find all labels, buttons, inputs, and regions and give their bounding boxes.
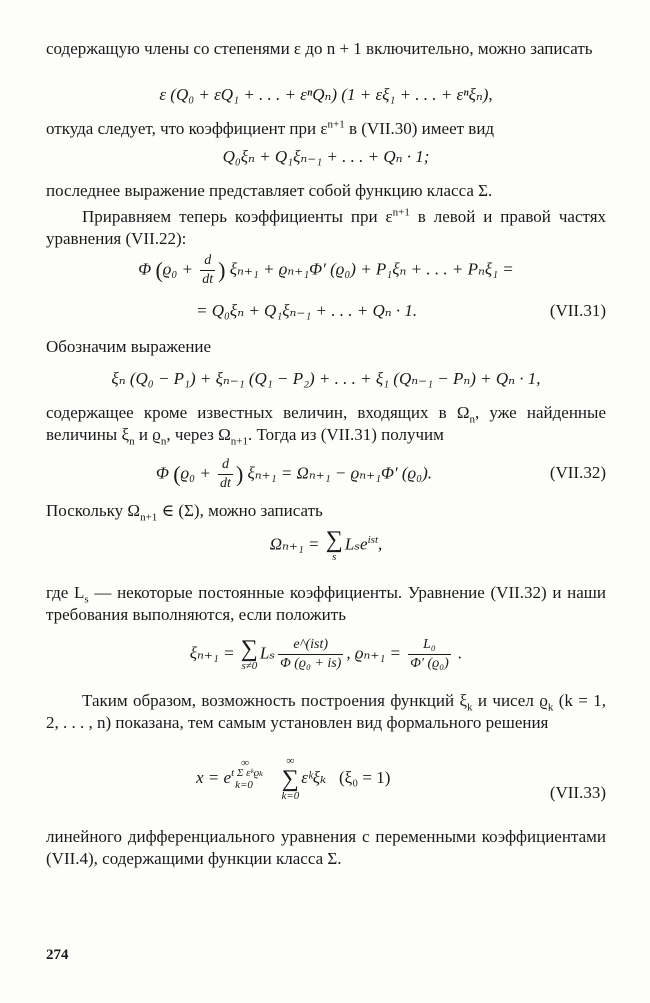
page-number: 274 xyxy=(46,947,69,963)
equation-vii32: Φ (ϱ₀ + $\frac{d}{dt}$ ) ξₙ₊₁ = Ωₙ₊₁ − ϱₙ₊₁Φ′ (ϱ₀). xyxy=(46,456,606,493)
fraction-d-dt-2: $\frac{d}{dt}$ xyxy=(220,457,231,492)
sum-symbol-2: ∑ s≠0 xyxy=(240,636,258,673)
equation-number-vii31: (VII.31) xyxy=(549,301,606,320)
paragraph-9: Таким образом, возможность построения функций $\xi_k$ и чисел $ϱ_k$ (k = 1, 2, . . . , n) показана, тем самым установлен вид формального решения xyxy=(46,691,606,733)
paragraph-1: содержащую члены со степенями ε до n + 1 включительно, можно записать xyxy=(46,39,593,58)
sum-symbol: ∑ s xyxy=(325,527,343,563)
paragraph-7: Поскольку $\Omega_{n+1}$ ∈ (Σ), можно записать xyxy=(46,501,323,524)
fraction-d-dt: $\frac{d}{dt}$ xyxy=(202,253,214,288)
equation-number-vii33: (VII.33) xyxy=(549,783,606,802)
paragraph-2: откуда следует, что коэффициент при $\varepsilon^{n+1}$ в (VII.30) имеет вид xyxy=(46,118,495,138)
equation-vii31-line1: Φ (ϱ₀ + $\frac{d}{dt}$ ) ξₙ₊₁ + ϱₙ₊₁Φ′ (ϱ₀) + P₁ξₙ + . . . + Pₙξ₁ = xyxy=(46,252,606,289)
fraction-L0: $\frac{\text{L₀}}{\text{Φ′ (ϱ₀)}}$ xyxy=(410,637,449,672)
paragraph-6: содержащее кроме известных величин, входящих в $\Omega_n$, уже найденные величины $\xi_n$ и $ϱ_n$, через $\Omega_{n+1}$. Тогда из (VII.31) получим xyxy=(46,403,606,448)
equation-vii31-line2: = Q₀ξₙ + Q₁ξₙ₋₁ + . . . + Qₙ · 1. xyxy=(196,301,418,320)
paragraph-4: Приравняем теперь коэффициенты при $\varepsilon^{n+1}$ в левой и правой частях уравнения (VII.22): xyxy=(46,206,607,249)
exponent-sum: ∞ t Σ εᵏϱₖ k=0 xyxy=(231,756,264,791)
equation-number-vii32: (VII.32) xyxy=(549,463,606,482)
equation-omega-sum: Ωₙ₊₁ = ∑ s Lₛe$^{ist}$, xyxy=(269,527,383,563)
paragraph-3: последнее выражение представляет собой функцию класса Σ. xyxy=(46,181,493,200)
equation-expression: ξₙ (Q₀ − P₁) + ξₙ₋₁ (Q₁ − P₂) + . . . + ξ₁ (Qₙ₋₁ − Pₙ) + Qₙ · 1, xyxy=(111,369,541,388)
fraction-exp: $\frac{\text{e\textasciicircum{}(ist)}}{\text{Φ (ϱ₀ + is)}}$ xyxy=(280,637,342,672)
sum-symbol-3: ∞ ∑ k=0 xyxy=(281,755,300,802)
paragraph-5: Обозначим выражение xyxy=(46,337,212,356)
paragraph-10: линейного дифференциального уравнения с переменными коэффициентами (VII.4), содержащими функции класса Σ. xyxy=(46,827,606,869)
equation-xi-rho: ξₙ₊₁ = ∑ s≠0 Lₛ $\frac{\text{e\textasciicircum{}(ist)}}{\text{Φ (ϱ₀ + is)}}$ , ϱₙ₊₁ = $\frac{\text{L₀}}{\text{Φ′ (ϱ₀)}}$ . xyxy=(189,636,463,673)
equation-vii33: x = e ∞ t Σ εᵏϱₖ k=0 ∞ ∑ k=0 εᵏξₖ (ξ₀ = 1) xyxy=(196,755,391,802)
equation-product: ε (Q₀ + εQ₁ + . . . + εⁿQₙ) (1 + εξ₁ + . . . + εⁿξₙ), xyxy=(159,85,493,104)
paragraph-8: где $L_s$ — некоторые постоянные коэффициенты. Уравнение (VII.32) и наши требования выполняются, если положить xyxy=(46,583,606,625)
equation-coefficient: Q₀ξₙ + Q₁ξₙ₋₁ + . . . + Qₙ · 1; xyxy=(222,147,430,166)
